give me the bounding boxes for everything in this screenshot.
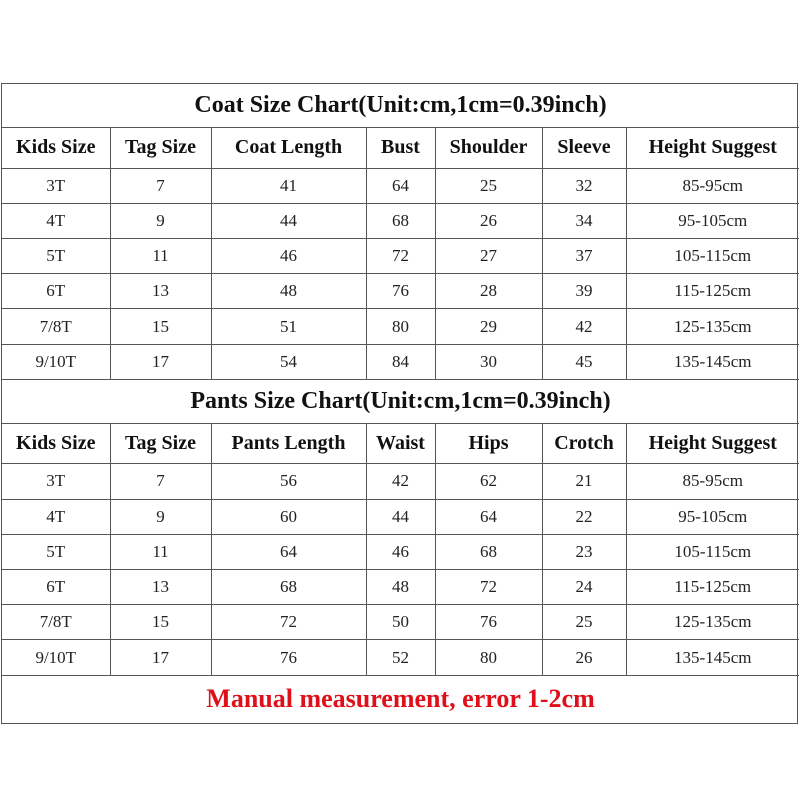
pants-cell-waist: 42	[366, 464, 435, 499]
coat-cell-height-suggest: 105-115cm	[626, 238, 799, 273]
pants-cell-pants-length: 68	[211, 570, 366, 605]
coat-cell-bust: 64	[366, 168, 435, 203]
pants-cell-hips: 76	[435, 605, 542, 640]
table-row	[2, 534, 799, 569]
coat-chart-title: Coat Size Chart(Unit:cm,1cm=0.39inch)	[2, 84, 799, 128]
table-row	[2, 570, 799, 605]
table-row	[2, 168, 799, 203]
pants-cell-tag-size: 11	[110, 534, 211, 569]
coat-cell-sleeve: 39	[542, 274, 626, 309]
pants-cell-hips: 80	[435, 640, 542, 675]
pants-cell-waist: 52	[366, 640, 435, 675]
pants-cell-height-suggest: 125-135cm	[626, 605, 799, 640]
coat-cell-kids-size: 5T	[2, 238, 110, 273]
pants-cell-crotch: 22	[542, 499, 626, 534]
coat-cell-shoulder: 26	[435, 203, 542, 238]
coat-cell-tag-size: 15	[110, 309, 211, 344]
pants-cell-kids-size: 3T	[2, 464, 110, 499]
table-row	[2, 238, 799, 273]
pants-header-hips: Hips	[435, 424, 542, 464]
coat-cell-bust: 84	[366, 344, 435, 379]
pants-cell-pants-length: 60	[211, 499, 366, 534]
coat-cell-bust: 80	[366, 309, 435, 344]
coat-header-height-suggest: Height Suggest	[626, 128, 799, 168]
pants-cell-hips: 62	[435, 464, 542, 499]
pants-cell-waist: 44	[366, 499, 435, 534]
coat-cell-sleeve: 45	[542, 344, 626, 379]
coat-cell-shoulder: 27	[435, 238, 542, 273]
coat-header-kids-size: Kids Size	[2, 128, 110, 168]
size-chart-sheet	[1, 83, 798, 724]
pants-cell-crotch: 21	[542, 464, 626, 499]
pants-cell-kids-size: 5T	[2, 534, 110, 569]
pants-cell-pants-length: 76	[211, 640, 366, 675]
measurement-note: Manual measurement, error 1-2cm	[2, 675, 799, 723]
pants-cell-tag-size: 7	[110, 464, 211, 499]
coat-header-coat-length: Coat Length	[211, 128, 366, 168]
coat-header-row	[2, 128, 799, 168]
coat-cell-tag-size: 13	[110, 274, 211, 309]
pants-cell-tag-size: 15	[110, 605, 211, 640]
coat-cell-coat-length: 51	[211, 309, 366, 344]
coat-cell-shoulder: 29	[435, 309, 542, 344]
coat-cell-shoulder: 25	[435, 168, 542, 203]
pants-cell-kids-size: 4T	[2, 499, 110, 534]
pants-chart-title: Pants Size Chart(Unit:cm,1cm=0.39inch)	[2, 379, 799, 423]
coat-header-sleeve: Sleeve	[542, 128, 626, 168]
size-chart-table	[2, 84, 799, 723]
coat-cell-coat-length: 48	[211, 274, 366, 309]
coat-cell-bust: 76	[366, 274, 435, 309]
pants-cell-kids-size: 6T	[2, 570, 110, 605]
pants-title-row	[2, 379, 799, 423]
pants-cell-kids-size: 7/8T	[2, 605, 110, 640]
coat-cell-height-suggest: 135-145cm	[626, 344, 799, 379]
coat-cell-coat-length: 46	[211, 238, 366, 273]
coat-cell-bust: 68	[366, 203, 435, 238]
coat-cell-height-suggest: 125-135cm	[626, 309, 799, 344]
coat-cell-tag-size: 17	[110, 344, 211, 379]
table-row	[2, 640, 799, 675]
pants-cell-pants-length: 72	[211, 605, 366, 640]
coat-header-bust: Bust	[366, 128, 435, 168]
pants-header-tag-size: Tag Size	[110, 424, 211, 464]
coat-cell-sleeve: 42	[542, 309, 626, 344]
coat-cell-coat-length: 41	[211, 168, 366, 203]
coat-cell-tag-size: 7	[110, 168, 211, 203]
coat-cell-coat-length: 54	[211, 344, 366, 379]
coat-cell-bust: 72	[366, 238, 435, 273]
pants-cell-pants-length: 56	[211, 464, 366, 499]
pants-cell-crotch: 23	[542, 534, 626, 569]
table-row	[2, 203, 799, 238]
pants-cell-height-suggest: 105-115cm	[626, 534, 799, 569]
pants-cell-hips: 68	[435, 534, 542, 569]
coat-cell-shoulder: 28	[435, 274, 542, 309]
coat-cell-sleeve: 37	[542, 238, 626, 273]
pants-header-crotch: Crotch	[542, 424, 626, 464]
coat-cell-kids-size: 3T	[2, 168, 110, 203]
table-row	[2, 605, 799, 640]
pants-cell-hips: 72	[435, 570, 542, 605]
pants-cell-waist: 48	[366, 570, 435, 605]
pants-cell-hips: 64	[435, 499, 542, 534]
pants-cell-kids-size: 9/10T	[2, 640, 110, 675]
pants-header-kids-size: Kids Size	[2, 424, 110, 464]
pants-cell-height-suggest: 85-95cm	[626, 464, 799, 499]
pants-header-waist: Waist	[366, 424, 435, 464]
coat-cell-kids-size: 9/10T	[2, 344, 110, 379]
table-row	[2, 499, 799, 534]
coat-cell-shoulder: 30	[435, 344, 542, 379]
note-row	[2, 675, 799, 723]
pants-cell-waist: 50	[366, 605, 435, 640]
pants-cell-tag-size: 13	[110, 570, 211, 605]
coat-cell-coat-length: 44	[211, 203, 366, 238]
pants-cell-pants-length: 64	[211, 534, 366, 569]
coat-cell-kids-size: 4T	[2, 203, 110, 238]
pants-header-pants-length: Pants Length	[211, 424, 366, 464]
coat-cell-sleeve: 34	[542, 203, 626, 238]
pants-cell-height-suggest: 115-125cm	[626, 570, 799, 605]
coat-cell-tag-size: 11	[110, 238, 211, 273]
coat-cell-sleeve: 32	[542, 168, 626, 203]
coat-cell-kids-size: 6T	[2, 274, 110, 309]
pants-cell-crotch: 26	[542, 640, 626, 675]
pants-header-row	[2, 424, 799, 464]
coat-cell-height-suggest: 95-105cm	[626, 203, 799, 238]
table-row	[2, 309, 799, 344]
coat-cell-tag-size: 9	[110, 203, 211, 238]
coat-cell-height-suggest: 85-95cm	[626, 168, 799, 203]
pants-cell-crotch: 24	[542, 570, 626, 605]
table-row	[2, 464, 799, 499]
coat-header-shoulder: Shoulder	[435, 128, 542, 168]
pants-cell-height-suggest: 135-145cm	[626, 640, 799, 675]
coat-header-tag-size: Tag Size	[110, 128, 211, 168]
coat-title-row	[2, 84, 799, 128]
coat-cell-kids-size: 7/8T	[2, 309, 110, 344]
pants-cell-tag-size: 9	[110, 499, 211, 534]
pants-cell-height-suggest: 95-105cm	[626, 499, 799, 534]
pants-cell-tag-size: 17	[110, 640, 211, 675]
pants-cell-waist: 46	[366, 534, 435, 569]
pants-cell-crotch: 25	[542, 605, 626, 640]
table-row	[2, 344, 799, 379]
table-row	[2, 274, 799, 309]
pants-header-height-suggest: Height Suggest	[626, 424, 799, 464]
coat-cell-height-suggest: 115-125cm	[626, 274, 799, 309]
